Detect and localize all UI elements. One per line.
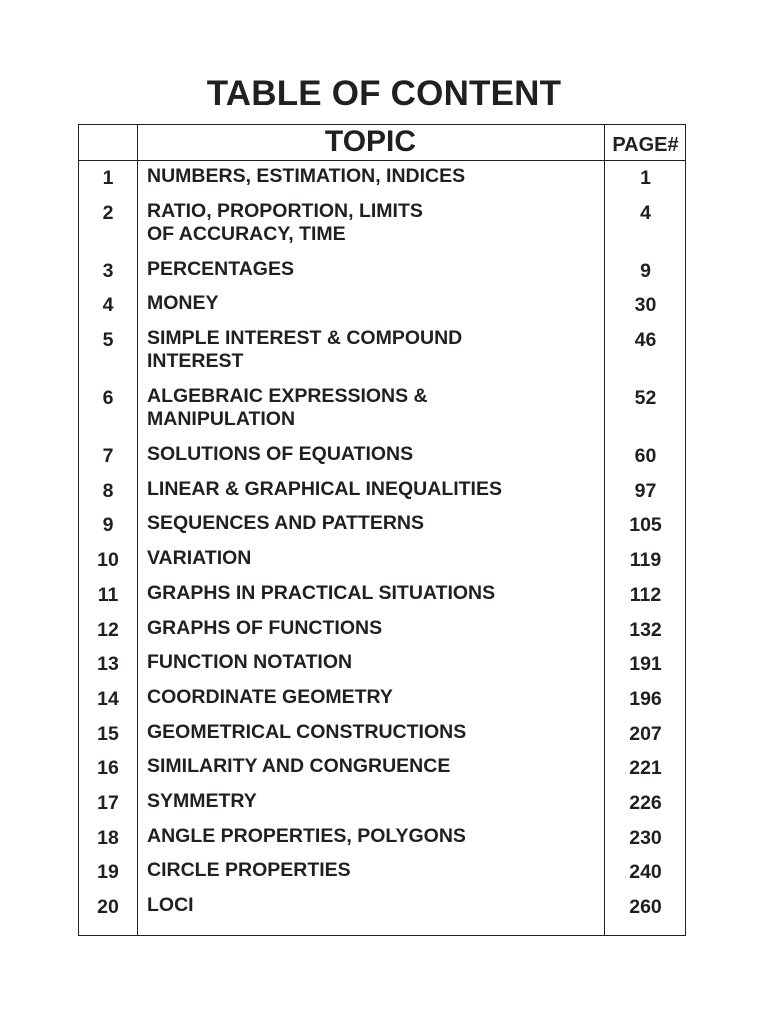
toc-row-page: 226	[629, 792, 662, 814]
toc-row-page: 132	[629, 619, 662, 641]
toc-row-page: 9	[640, 260, 651, 282]
toc-row-topic-line: LINEAR & GRAPHICAL INEQUALITIES	[147, 478, 502, 500]
toc-row-number: 8	[102, 480, 114, 502]
toc-row-page: 46	[634, 329, 657, 351]
toc-row-page: 230	[629, 827, 662, 849]
toc-row-topic	[147, 825, 597, 848]
toc-row-page: 4	[640, 202, 651, 224]
toc-row-number: 14	[97, 688, 119, 710]
toc-row-topic	[147, 582, 597, 605]
toc-row-topic-line: MANIPULATION	[147, 408, 296, 430]
toc-row-number: 9	[102, 514, 114, 536]
toc-row-topic	[147, 790, 597, 813]
toc-row-number: 6	[102, 387, 114, 409]
toc-row-topic-line: SIMPLE INTEREST & COMPOUND	[147, 327, 463, 349]
toc-row-page: 119	[629, 549, 662, 571]
toc-row-page: 52	[634, 387, 657, 409]
toc-row-topic-line: GRAPHS OF FUNCTIONS	[147, 617, 383, 639]
toc-row-topic-line: VARIATION	[147, 547, 252, 569]
toc-row-topic-line: CIRCLE PROPERTIES	[147, 859, 351, 881]
toc-row-page: 30	[634, 294, 657, 316]
toc-row-number: 19	[97, 861, 119, 883]
toc-row-topic-line: OF ACCURACY, TIME	[147, 223, 346, 245]
toc-row-topic	[147, 686, 597, 709]
toc-row-page: 240	[629, 861, 662, 883]
header-divider	[79, 160, 685, 161]
toc-row-topic	[147, 443, 597, 466]
toc-row-topic-line: FUNCTION NOTATION	[147, 651, 353, 673]
toc-row-topic-line: NUMBERS, ESTIMATION, INDICES	[147, 165, 466, 187]
toc-row-number: 5	[102, 329, 114, 351]
toc-row-number: 13	[97, 653, 119, 675]
toc-row-page: 196	[629, 688, 662, 710]
toc-row-number: 10	[97, 549, 119, 571]
toc-row-page: 1	[640, 167, 651, 189]
toc-row-topic-line: SEQUENCES AND PATTERNS	[147, 512, 424, 534]
toc-row-topic	[147, 547, 597, 570]
toc-row-page: 112	[629, 584, 662, 606]
toc-row-number: 18	[97, 827, 119, 849]
toc-row-topic	[147, 292, 597, 315]
toc-row-topic-line: RATIO, PROPORTION, LIMITS	[147, 200, 423, 222]
header-page: PAGE#	[612, 134, 679, 156]
toc-row-number: 20	[97, 896, 119, 918]
column-divider-number	[137, 125, 138, 935]
toc-row-topic-line: SIMILARITY AND CONGRUENCE	[147, 755, 451, 777]
toc-row-number: 17	[97, 792, 119, 814]
toc-row-topic	[147, 617, 597, 640]
toc-row-topic-line: GRAPHS IN PRACTICAL SITUATIONS	[147, 582, 496, 604]
toc-row-topic-line: MONEY	[147, 292, 219, 314]
toc-row-number: 1	[102, 167, 114, 189]
toc-row-topic	[147, 651, 597, 674]
toc-row-page: 191	[629, 653, 662, 675]
toc-row-topic	[147, 755, 597, 778]
toc-row-topic	[147, 512, 597, 535]
toc-row-page: 221	[629, 757, 662, 779]
toc-row-topic-line: COORDINATE GEOMETRY	[147, 686, 393, 708]
toc-row-topic-line: ANGLE PROPERTIES, POLYGONS	[147, 825, 466, 847]
toc-row-topic	[147, 385, 597, 431]
toc-row-page: 60	[634, 445, 657, 467]
toc-row-page: 97	[634, 480, 657, 502]
toc-row-topic	[147, 200, 597, 246]
toc-row-number: 11	[97, 584, 119, 606]
toc-row-topic	[147, 258, 597, 281]
toc-row-number: 15	[97, 723, 119, 745]
toc-row-page: 105	[629, 514, 662, 536]
toc-row-topic-line: SYMMETRY	[147, 790, 257, 812]
toc-row-number: 16	[97, 757, 119, 779]
toc-row-topic-line: ALGEBRAIC EXPRESSIONS &	[147, 385, 428, 407]
toc-row-number: 3	[102, 260, 114, 282]
header-topic: TOPIC	[324, 125, 417, 158]
toc-row-topic	[147, 894, 597, 917]
toc-row-page: 207	[629, 723, 662, 745]
toc-row-topic-line: PERCENTAGES	[147, 258, 294, 280]
toc-table	[78, 124, 686, 936]
toc-row-topic	[147, 721, 597, 744]
toc-row-topic	[147, 478, 597, 501]
toc-row-page: 260	[629, 896, 662, 918]
toc-row-topic-line: GEOMETRICAL CONSTRUCTIONS	[147, 721, 467, 743]
toc-row-topic-line: INTEREST	[147, 350, 244, 372]
toc-row-topic	[147, 327, 597, 373]
toc-row-topic-line: LOCI	[147, 894, 194, 916]
toc-row-topic	[147, 859, 597, 882]
toc-row-topic-line: SOLUTIONS OF EQUATIONS	[147, 443, 414, 465]
toc-row-number: 12	[97, 619, 119, 641]
toc-row-number: 4	[102, 294, 114, 316]
toc-row-number: 7	[102, 445, 114, 467]
toc-row-number: 2	[102, 202, 114, 224]
page-title: TABLE OF CONTENT	[206, 74, 562, 113]
toc-row-topic	[147, 165, 597, 188]
